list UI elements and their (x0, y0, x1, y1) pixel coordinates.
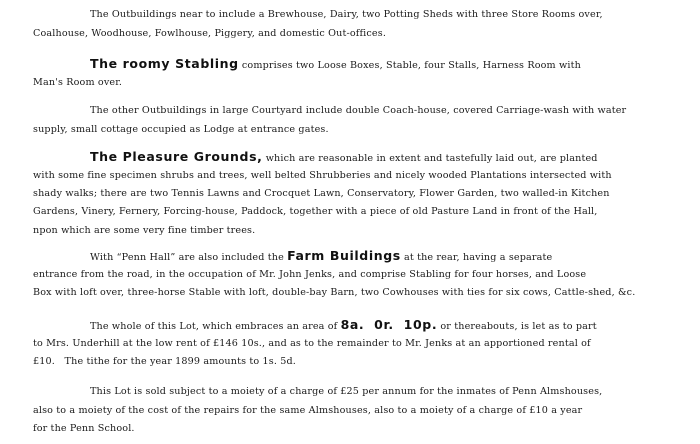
text-line: npon which are some very fine timber trees. (33, 225, 256, 236)
heading-continuation: at the rear, having a separate (400, 252, 553, 263)
heading-lead-in: The whole of this Lot, which embraces an area of (90, 321, 341, 332)
text-line (90, 250, 552, 264)
lot-area-value: 8a. 0r. 10p. (340, 317, 438, 332)
text-line: The Outbuildings near to include a Brewhouse, Dairy, two Potting Sheds with three Store Rooms over, (90, 9, 603, 20)
heading-lead-in: With “Penn Hall” are also included the (90, 252, 288, 263)
text-line: with some fine specimen shrubs and trees, well belted Shrubberies and nicely wooded Plantations intersected with (33, 170, 612, 181)
section-heading-pleasure-grounds: The Pleasure Grounds, (90, 149, 263, 164)
text-line: shady walks; there are two Tennis Lawns and Crocquet Lawn, Conservatory, Flower Garden, two walled-in Kitchen (33, 188, 610, 199)
section-heading-stabling: The roomy Stabling (90, 56, 239, 71)
text-line: to Mrs. Underhill at the low rent of £146 10s., and as to the remainder to Mr. Jenks at an apportioned rental of (33, 338, 591, 349)
text-line: Man's Room over. (33, 77, 123, 88)
heading-continuation: comprises two Loose Boxes, Stable, four Stalls, Harness Room with (238, 60, 581, 71)
text-line (90, 58, 581, 72)
text-line: Coalhouse, Woodhouse, Fowlhouse, Piggery, and domestic Out-offices. (33, 28, 387, 39)
text-line: The other Outbuildings in large Courtyard include double Coach-house, covered Carriage-wash with water (90, 105, 627, 116)
text-line: This Lot is sold subject to a moiety of a charge of £25 per annum for the inmates of Penn Almshouses, (90, 386, 603, 397)
text-line: Box with loft over, three-horse Stable with loft, double-bay Barn, two Cowhouses with ties for six cows, Cattle-shed, &c. (33, 287, 636, 298)
text-line: £10. The tithe for the year 1899 amounts to 1s. 5d. (33, 356, 296, 367)
text-line: supply, small cottage occupied as Lodge at entrance gates. (33, 124, 329, 135)
text-line: entrance from the road, in the occupation of Mr. John Jenks, and comprise Stabling for four horses, and Loose (33, 269, 587, 280)
heading-continuation: which are reasonable in extent and tastefully laid out, are planted (262, 153, 598, 164)
text-line (90, 319, 597, 333)
text-line: Gardens, Vinery, Fernery, Forcing-house, Paddock, together with a piece of old Pasture Land in front of the Hall, (33, 206, 598, 217)
section-heading-farm-buildings: Farm Buildings (287, 248, 401, 263)
text-line (90, 151, 598, 165)
text-line: also to a moiety of the cost of the repairs for the same Almshouses, also to a moiety of a charge of £10 a year (33, 405, 583, 416)
heading-continuation: or thereabouts, is let as to part (437, 321, 597, 332)
text-line: for the Penn School. (33, 423, 135, 434)
